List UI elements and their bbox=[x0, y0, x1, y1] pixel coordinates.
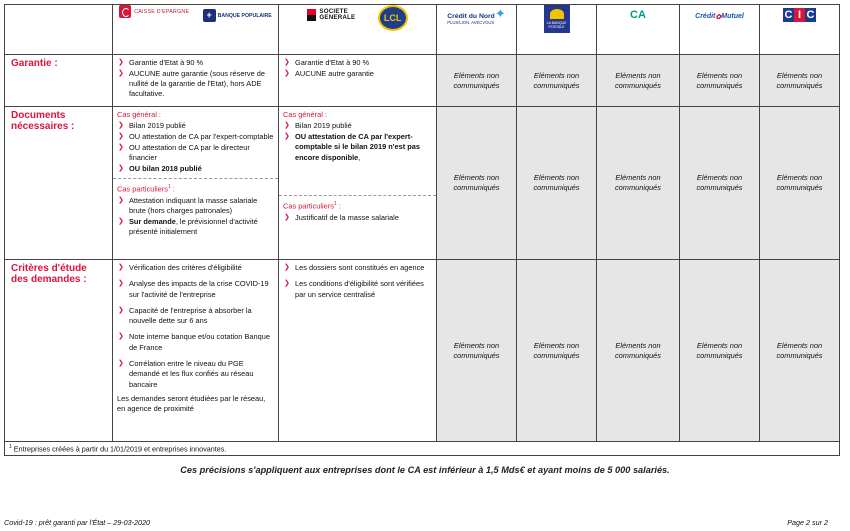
logo-cell-sg-lcl bbox=[279, 5, 437, 55]
banque-populaire-logo: + BANQUE POPULAIRE bbox=[203, 9, 272, 22]
page-number: Page 2 sur 2 bbox=[787, 518, 828, 527]
case-general-label: Cas général : bbox=[117, 110, 161, 119]
documents-col1 bbox=[113, 107, 279, 260]
not-communicated-cell: Eléments non communiqués bbox=[597, 107, 680, 260]
la-banque-postale-logo: LA BANQUE POSTALE bbox=[544, 5, 570, 33]
not-communicated-cell: Eléments non communiqués bbox=[760, 55, 840, 107]
list-item: ❯ AUCUNE autre garantie (sous réserve de nullité de la garantie de l'Etat), hors ADE facultative. bbox=[117, 69, 274, 100]
list-item: ❯ AUCUNE autre garantie bbox=[283, 69, 432, 79]
not-communicated-cell: Eléments non communiqués bbox=[437, 55, 517, 107]
list-item: ❯ Analyse des impacts de la crise COVID-19 sur l'activité de l'entreprise bbox=[117, 279, 274, 300]
case-particular-label: Cas particuliers$^1$ : bbox=[283, 201, 341, 211]
not-communicated-cell: Eléments non communiqués bbox=[517, 107, 597, 260]
garantie-title: Garantie : bbox=[5, 55, 113, 107]
garantie-col2 bbox=[279, 55, 437, 107]
documents-title: Documents nécessaires : bbox=[5, 107, 113, 260]
case-particular-label: Cas particuliers$^1$ : bbox=[117, 184, 175, 194]
case-general-label: Cas général : bbox=[283, 110, 327, 119]
not-communicated-cell: Eléments non communiqués bbox=[437, 107, 517, 260]
list-item: ❯ OU attestation de CA par le directeur financier bbox=[117, 143, 274, 164]
list-item: ❯ Sur demande, le prévisionnel d'activité présenté initialement bbox=[117, 217, 274, 238]
header-corner bbox=[5, 5, 113, 55]
list-item: ❯ Bilan 2019 publié bbox=[283, 121, 432, 131]
criteres-title: Critères d'étude des demandes : bbox=[5, 260, 113, 442]
divider bbox=[113, 178, 278, 179]
not-communicated-cell: Eléments non communiqués bbox=[760, 107, 840, 260]
list-item: ❯ Corrélation entre le niveau du PGE demandé et les flux confiés au réseau bancaire bbox=[117, 359, 274, 390]
list-item: ❯ Vérification des critères d'éligibilité bbox=[117, 263, 274, 273]
list-item: ❯ Bilan 2019 publié bbox=[117, 121, 274, 131]
logo-cell-cic bbox=[760, 5, 840, 55]
criteres-col1 bbox=[113, 260, 279, 442]
footnote-row bbox=[5, 442, 840, 456]
not-communicated-cell: Eléments non communiqués bbox=[680, 55, 760, 107]
documents-row bbox=[5, 107, 840, 260]
not-communicated-cell: Eléments non communiqués bbox=[680, 260, 760, 442]
list-item: ❯ OU attestation de CA par l'expert-comptable si le bilan 2019 n'est pas encore disponible, bbox=[283, 132, 432, 163]
list-item: ❯ Garantie d'Etat à 90 % bbox=[283, 58, 432, 68]
list-item: ❯ Capacité de l'entreprise à absorber la nouvelle dette sur 6 ans bbox=[117, 306, 274, 327]
documents-col2 bbox=[279, 107, 437, 260]
list-item: ❯ Attestation indiquant la masse salariale brute (hors charges patronales) bbox=[117, 196, 274, 217]
not-communicated-cell: Eléments non communiqués bbox=[597, 55, 680, 107]
criteres-note: Les demandes seront étudiées par le réseau, en agence de proximité bbox=[117, 393, 266, 414]
not-communicated-cell: Eléments non communiqués bbox=[680, 107, 760, 260]
logo-cell-cm bbox=[680, 5, 760, 55]
logo-cell-ca bbox=[597, 5, 680, 55]
credit-mutuel-logo: Crédit ✿ Mutuel bbox=[695, 13, 744, 21]
caisse-epargne-logo: CAISSE D'EPARGNE bbox=[119, 5, 189, 18]
not-communicated-cell: Eléments non communiqués bbox=[597, 260, 680, 442]
star-icon: ✦ bbox=[494, 5, 506, 21]
garantie-col1 bbox=[113, 55, 279, 107]
list-item: ❯ Les dossiers sont constitués en agence bbox=[283, 263, 432, 273]
logo-header-row bbox=[5, 5, 840, 55]
list-item: ❯ Les conditions d'éligibilité sont vérifiées par un service centralisé bbox=[283, 279, 432, 300]
credit-du-nord-logo: Crédit du Nord PLUS/LION, AVECVOUS bbox=[447, 13, 495, 25]
logo-cell-cdn bbox=[437, 5, 517, 55]
divider bbox=[279, 195, 436, 196]
not-communicated-cell: Eléments non communiqués bbox=[437, 260, 517, 442]
not-communicated-cell: Eléments non communiqués bbox=[517, 55, 597, 107]
criteres-row bbox=[5, 260, 840, 442]
scope-note: Ces précisions s'appliquent aux entreprises dont le CA est inférieur à 1,5 Mds€ et ayant moins de 5 000 salariés. bbox=[180, 465, 670, 475]
lcl-logo: LCL bbox=[378, 5, 408, 31]
footnote: $^1$ Entreprises créées à partir du 1/01/2019 et entreprises innovantes. bbox=[5, 442, 840, 456]
cic-logo: C I C bbox=[784, 9, 815, 21]
garantie-row bbox=[5, 55, 840, 107]
heart-icon: ✿ bbox=[715, 13, 722, 21]
footer-left: Covid-19 : prêt garanti par l'État – 29-03-2020 bbox=[4, 518, 151, 527]
credit-agricole-logo: CA bbox=[630, 9, 646, 21]
squirrel-icon bbox=[119, 5, 131, 18]
list-item: ❯ Justificatif de la masse salariale bbox=[283, 213, 432, 223]
bird-icon bbox=[550, 9, 564, 19]
list-item: ❯ OU bilan 2018 publié bbox=[117, 164, 274, 174]
sg-square-icon bbox=[307, 9, 316, 21]
list-item: ❯ Note interne banque et/ou cotation Banque de France bbox=[117, 332, 274, 353]
criteres-col2 bbox=[279, 260, 437, 442]
list-item: ❯ Garantie d'Etat à 90 % bbox=[117, 58, 274, 68]
logo-cell-lbp bbox=[517, 5, 597, 55]
comparison-table bbox=[4, 4, 840, 456]
plus-x-icon: + bbox=[203, 9, 216, 22]
not-communicated-cell: Eléments non communiqués bbox=[517, 260, 597, 442]
societe-generale-logo: SOCIETE GENERALE bbox=[307, 9, 355, 22]
list-item: ❯ OU attestation de CA par l'expert-comptable bbox=[117, 132, 274, 142]
logo-cell-ce-bp bbox=[113, 5, 279, 55]
not-communicated-cell: Eléments non communiqués bbox=[760, 260, 840, 442]
